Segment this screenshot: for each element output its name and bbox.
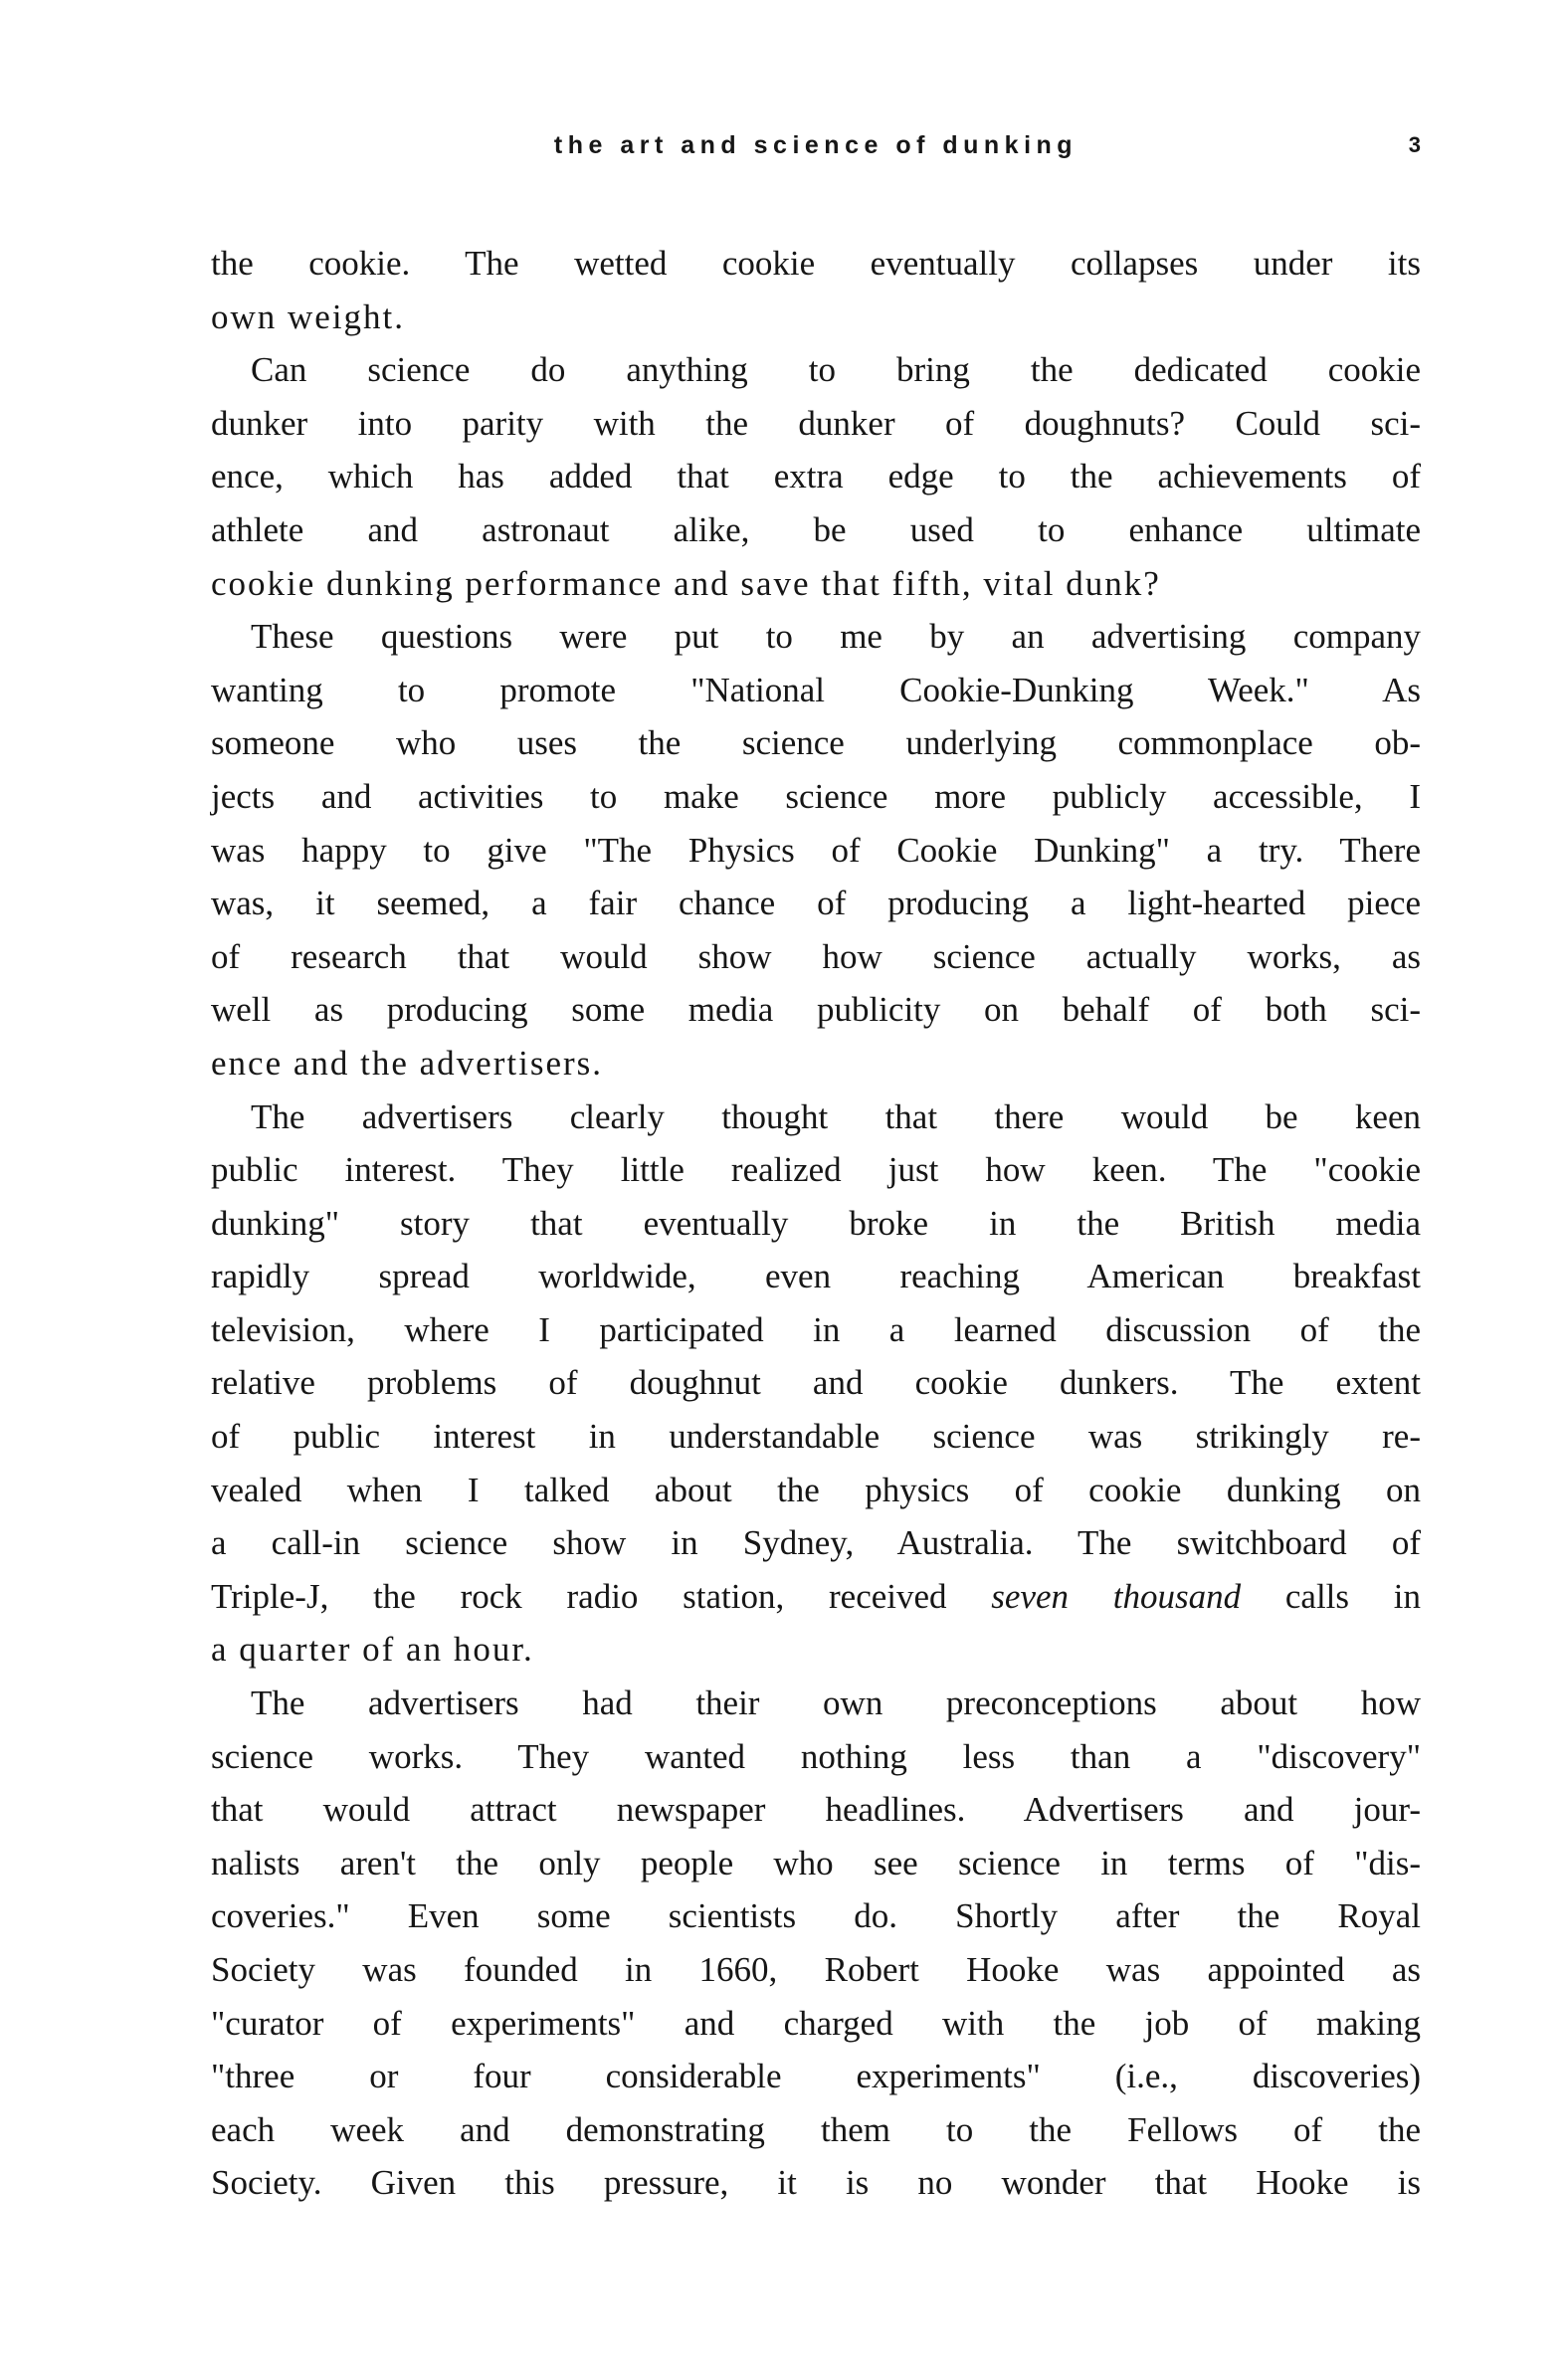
text-line: that would attract newspaper headlines. Advertisers and jour- (211, 1790, 1421, 1830)
text-line: ence, which has added that extra edge to the achievements of (211, 457, 1421, 496)
text-line: cookie dunking performance and save that fifth, vital dunk? (211, 563, 1161, 603)
text-line: nalists aren't the only people who see science in terms of "dis- (211, 1843, 1421, 1882)
body-text (211, 237, 1421, 2210)
text-line: relative problems of doughnut and cookie dunkers. The extent (211, 1363, 1421, 1403)
running-head (211, 125, 1421, 165)
text-line: "three or four considerable experiments" (i.e., discoveries) (211, 2057, 1421, 2096)
text-line: someone who uses the science underlying commonplace ob- (211, 723, 1421, 763)
text-segment: Triple-J, the rock radio station, received (211, 1576, 992, 1616)
text-line: well as producing some media publicity on behalf of both sci- (211, 990, 1421, 1030)
emphasis-text-line (211, 1570, 1421, 1624)
text-line: was, it seemed, a fair chance of producing a light-hearted piece (211, 884, 1421, 923)
text-line: Society was founded in 1660, Robert Hooke was appointed as (211, 1950, 1421, 1989)
text-line: athlete and astronaut alike, be used to enhance ultimate (211, 509, 1421, 549)
text-line: each week and demonstrating them to the Fellows of the (211, 2109, 1421, 2149)
paragraph-first-line: Can science do anything to bring the dedicated cookie (251, 350, 1421, 390)
text-line: a call-in science show in Sydney, Australia. The switchboard of (211, 1523, 1421, 1563)
page-number: 3 (1408, 132, 1421, 157)
text-line: "curator of experiments" and charged with the job of making (211, 2003, 1421, 2043)
text-line: the cookie. The wetted cookie eventually collapses under its (211, 244, 1421, 283)
text-line: vealed when I talked about the physics of cookie dunking on (211, 1470, 1421, 1509)
text-line: dunker into parity with the dunker of doughnuts? Could sci- (211, 403, 1421, 443)
text-line: public interest. They little realized just how keen. The "cookie (211, 1150, 1421, 1190)
text-line: own weight. (211, 297, 406, 336)
text-line: dunking" story that eventually broke in the British media (211, 1203, 1421, 1243)
text-segment: calls in (1241, 1576, 1421, 1616)
text-line: wanting to promote "National Cookie-Dunking Week." As (211, 670, 1421, 709)
paragraph-first-line: The advertisers clearly thought that there would be keen (251, 1096, 1421, 1136)
text-line: of research that would show how science actually works, as (211, 936, 1421, 976)
text-line: ence and the advertisers. (211, 1043, 604, 1083)
text-line: of public interest in understandable science was strikingly re- (211, 1417, 1421, 1457)
text-line: Society. Given this pressure, it is no wonder that Hooke is (211, 2163, 1421, 2203)
italic-emphasis: seven thousand (991, 1576, 1242, 1616)
paragraph-first-line: These questions were put to me by an advertising company (251, 617, 1421, 657)
text-line: was happy to give "The Physics of Cookie Dunking" a try. There (211, 830, 1421, 870)
text-line: jects and activities to make science more publicly accessible, I (211, 776, 1421, 816)
text-line: a quarter of an hour. (211, 1630, 534, 1670)
text-line: coveries." Even some scientists do. Shortly after the Royal (211, 1896, 1421, 1936)
paragraph-first-line: The advertisers had their own preconceptions about how (251, 1683, 1421, 1723)
running-title: the art and science of dunking (553, 131, 1078, 159)
text-line: television, where I participated in a learned discussion of the (211, 1309, 1421, 1349)
text-line: rapidly spread worldwide, even reaching American breakfast (211, 1257, 1421, 1296)
text-line: science works. They wanted nothing less than a "discovery" (211, 1736, 1421, 1776)
